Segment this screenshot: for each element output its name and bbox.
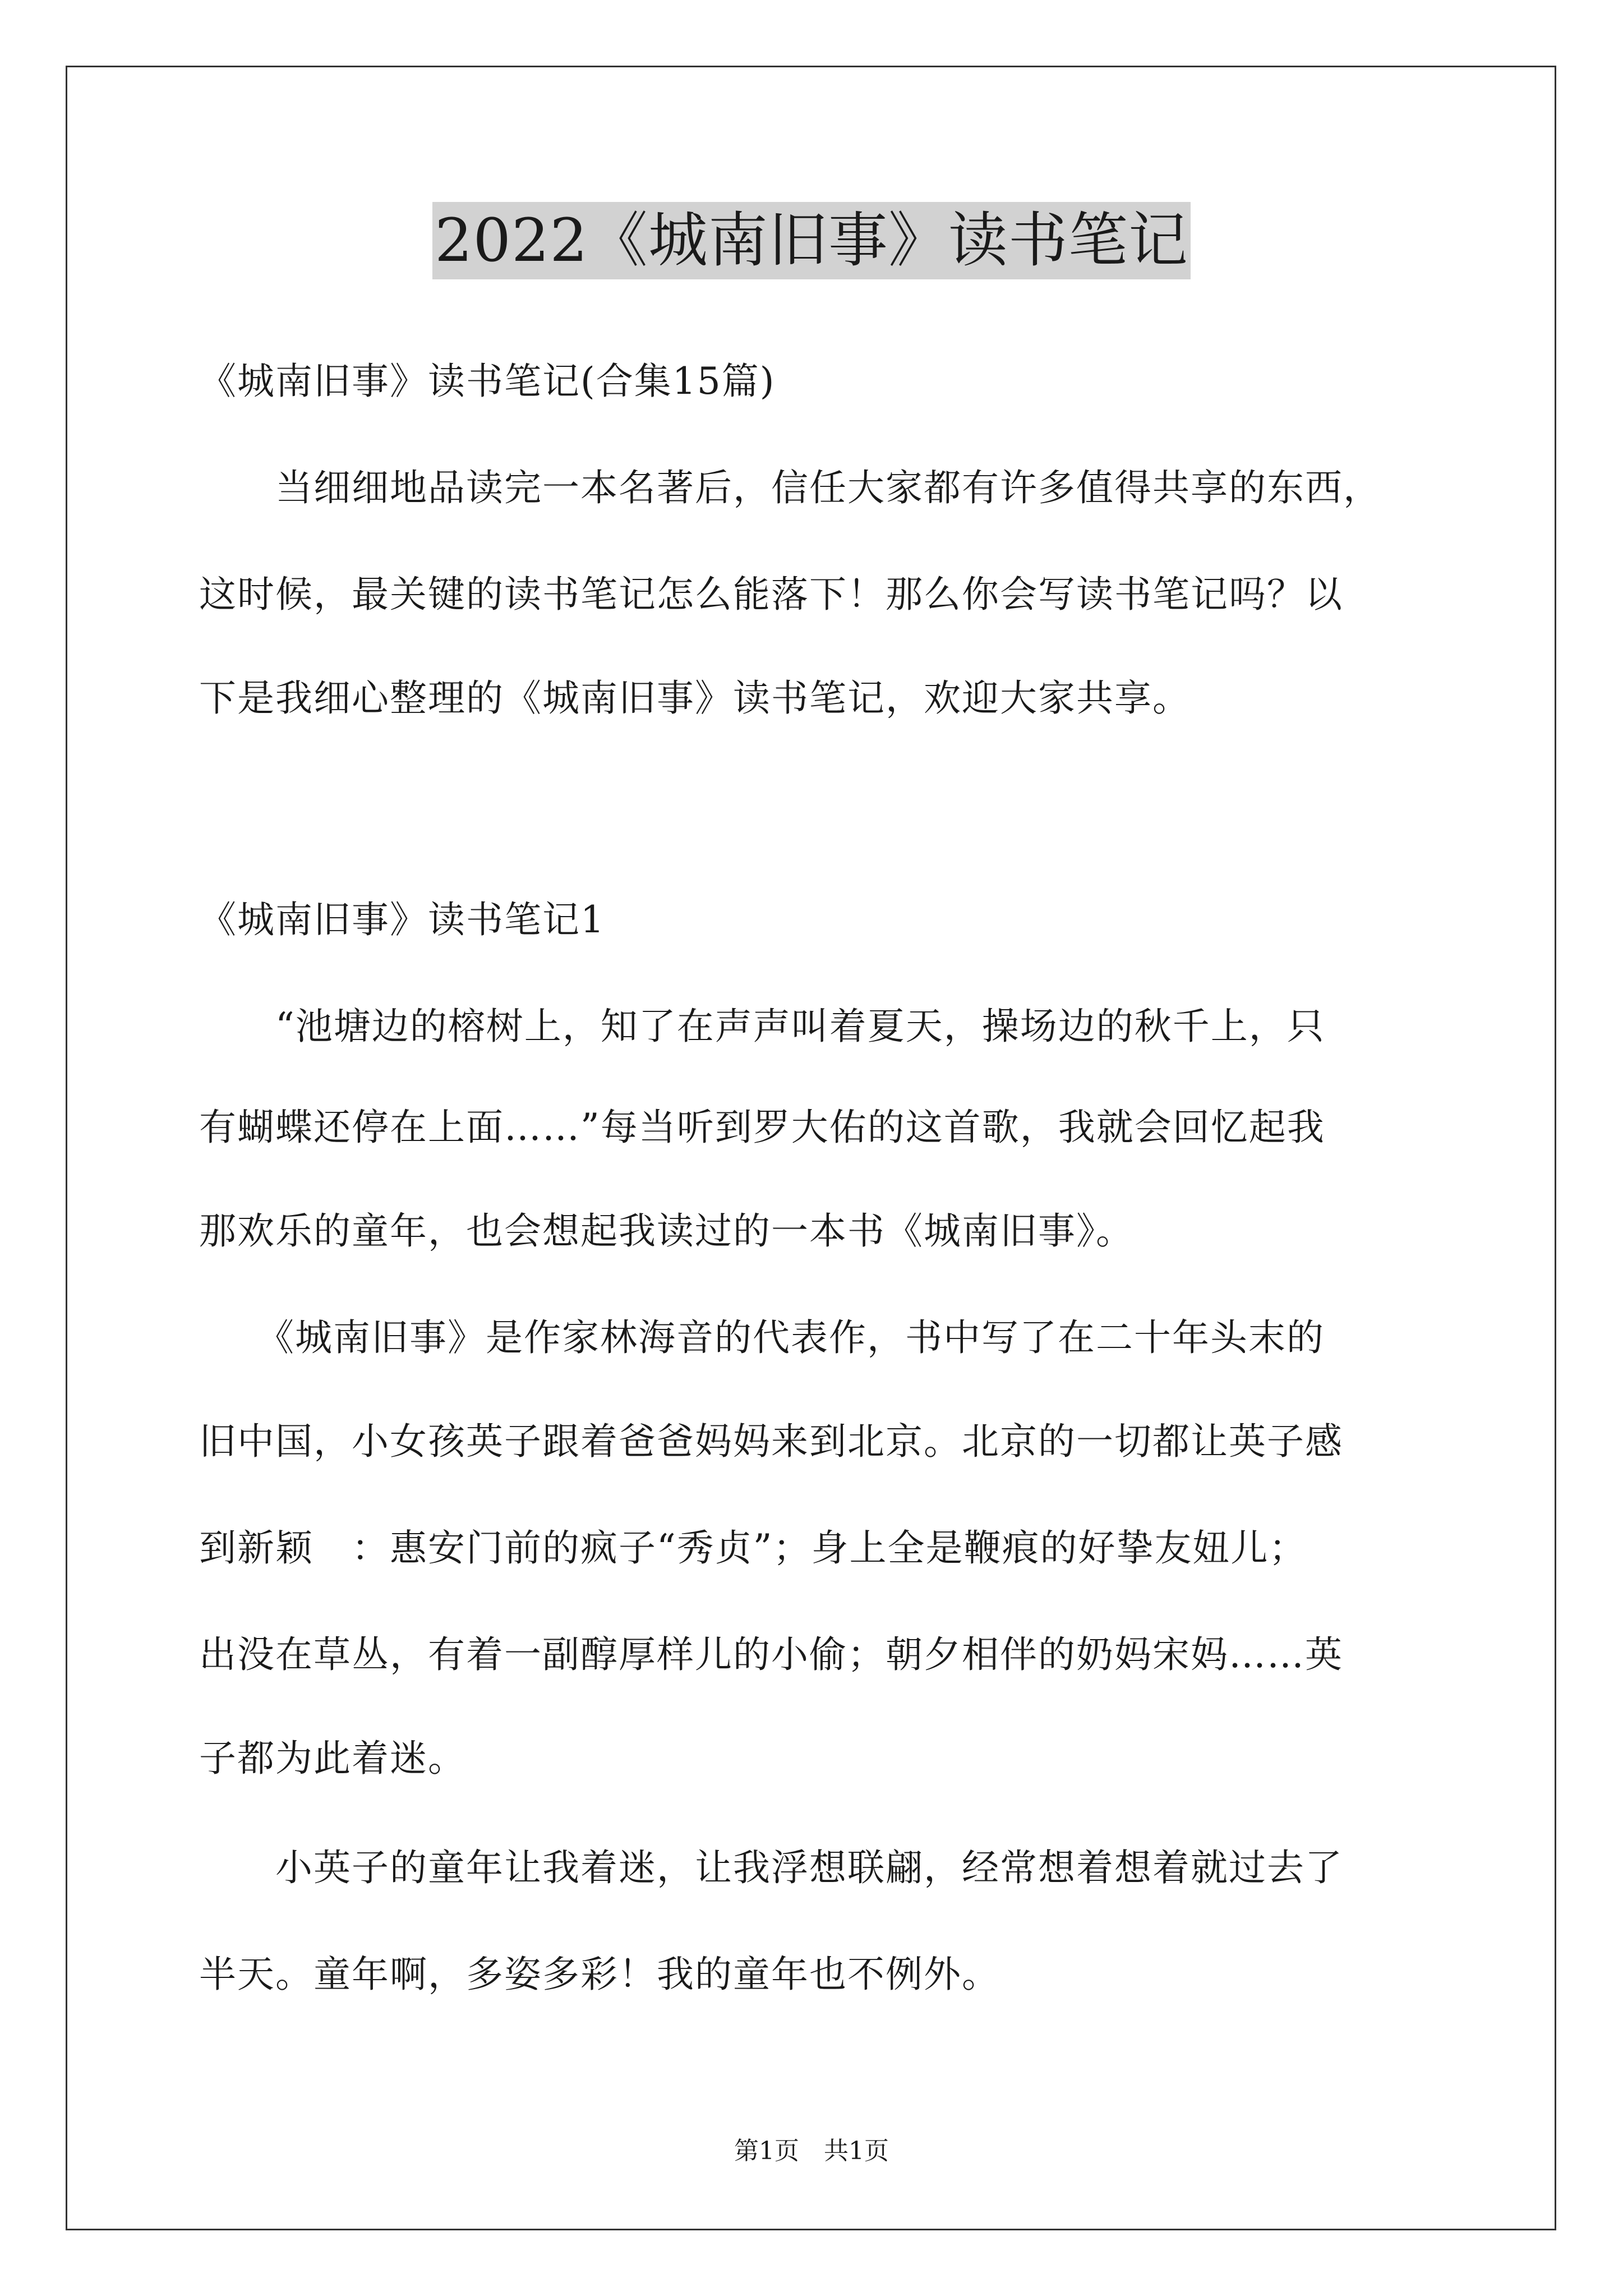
intro-line: 当细细地品读完一本名著后，信任大家都有许多值得共享的东西，: [199, 466, 1381, 509]
title-container: [0, 202, 1623, 279]
document-subtitle: 《城南旧事》读书笔记(合集15篇): [199, 360, 776, 403]
body-line: 到新颖 ：惠安门前的疯子“秀贞”；身上全是鞭痕的好挚友妞儿；: [199, 1526, 1307, 1570]
intro-line: 这时候，最关键的读书笔记怎么能落下！那么你会写读书笔记吗？以: [199, 573, 1343, 616]
body-line: “池塘边的榕树上，知了在声声叫着夏天，操场边的秋千上，只: [199, 1005, 1325, 1048]
document-title: 2022《城南旧事》读书笔记: [432, 202, 1191, 279]
body-line: 旧中国，小女孩英子跟着爸爸妈妈来到北京。北京的一切都让英子感: [199, 1420, 1343, 1463]
intro-line: 下是我细心整理的《城南旧事》读书笔记，欢迎大家共享。: [199, 677, 1191, 720]
body-line: 半天。童年啊，多姿多彩！我的童年也不例外。: [199, 1953, 1000, 1996]
body-line: 那欢乐的童年，也会想起我读过的一本书《城南旧事》。: [199, 1209, 1134, 1253]
body-line: 有蝴蝶还停在上面……”每当听到罗大佑的这首歌，我就会回忆起我: [199, 1106, 1325, 1149]
body-line: 出没在草丛，有着一副醇厚样儿的小偷；朝夕相伴的奶妈宋妈……英: [199, 1633, 1343, 1676]
page-footer: 第1页 共1页: [734, 2137, 889, 2165]
section-heading: 《城南旧事》读书笔记1: [199, 898, 605, 941]
body-line: 小英子的童年让我着迷，让我浮想联翩，经常想着想着就过去了: [199, 1846, 1343, 1889]
body-line: 子都为此着迷。: [199, 1737, 466, 1780]
body-line: 《城南旧事》是作家林海音的代表作，书中写了在二十年头末的: [199, 1316, 1325, 1359]
